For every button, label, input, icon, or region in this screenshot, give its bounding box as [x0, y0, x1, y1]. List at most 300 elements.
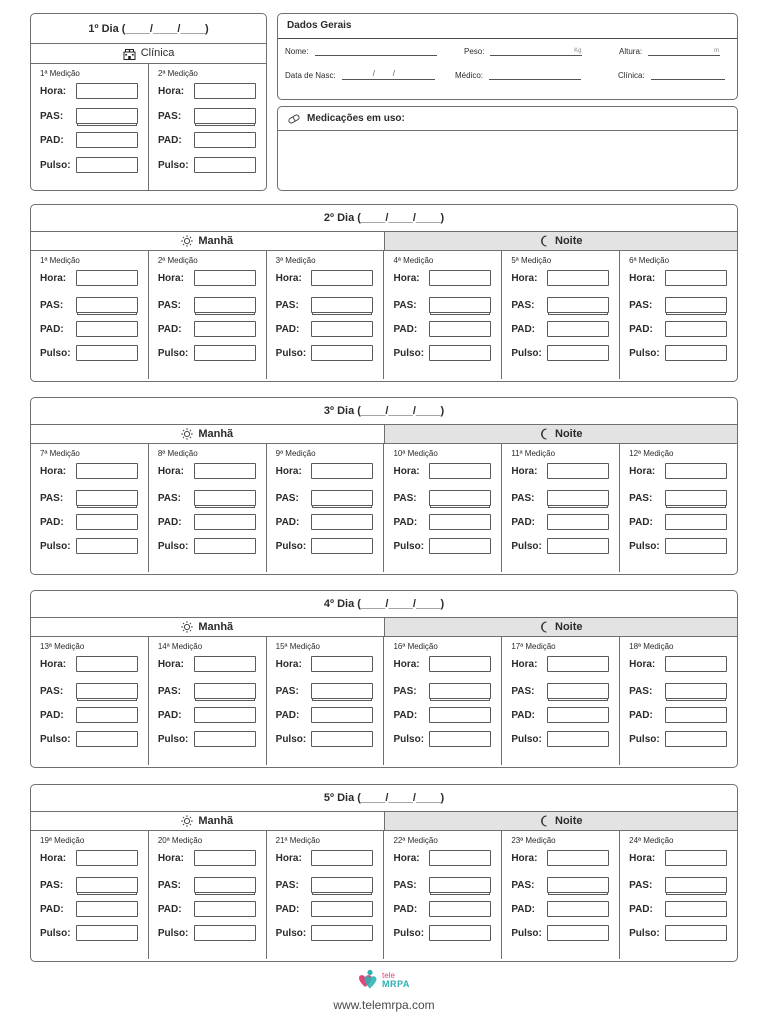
pas-label: PAS:	[40, 299, 64, 311]
pad-input[interactable]	[311, 321, 373, 337]
pulso-row	[40, 157, 138, 173]
pas-row	[40, 297, 138, 313]
pad-input[interactable]	[194, 901, 256, 917]
data-nasc-input[interactable]	[342, 70, 435, 80]
measurement-column	[31, 444, 148, 572]
pad-row	[276, 901, 374, 917]
hora-label: Hora:	[511, 658, 538, 670]
pulso-input[interactable]	[76, 345, 138, 361]
pad-row	[393, 321, 491, 337]
pad-label: PAD:	[40, 323, 64, 335]
pas-input[interactable]	[194, 108, 256, 124]
pad-input[interactable]	[76, 514, 138, 530]
measurement-column	[501, 831, 619, 959]
hora-input[interactable]	[194, 850, 256, 866]
pas-input[interactable]	[429, 877, 491, 893]
pad-input[interactable]	[194, 321, 256, 337]
pulso-input[interactable]	[547, 538, 609, 554]
pulso-row	[511, 538, 609, 554]
pas-input[interactable]	[547, 683, 609, 699]
hora-row	[158, 270, 256, 286]
measurement-title: 18ª Medição	[629, 642, 674, 651]
pas-row	[393, 877, 491, 893]
hora-label: Hora:	[157, 465, 184, 477]
pad-input[interactable]	[547, 707, 609, 723]
day-title: 2º Dia (____/____/____)	[31, 205, 737, 232]
night-header	[384, 812, 738, 830]
measurement-title: 7ª Medição	[40, 449, 80, 458]
hora-input[interactable]	[194, 83, 256, 99]
measurement-column	[148, 637, 266, 765]
pas-input[interactable]	[547, 490, 609, 506]
pulso-input[interactable]	[665, 345, 727, 361]
moon-icon	[539, 815, 550, 827]
pas-input[interactable]	[311, 877, 373, 893]
pas-input[interactable]	[76, 108, 138, 124]
measurement-column	[148, 831, 266, 959]
pulso-row	[393, 925, 491, 941]
pad-row	[158, 132, 256, 148]
pas-input[interactable]	[429, 297, 491, 313]
pulso-label: Pulso:	[511, 927, 542, 939]
day1-clinic-header	[31, 44, 266, 64]
pas-input[interactable]	[76, 490, 138, 506]
pad-label: PAD:	[40, 709, 64, 721]
pulso-input[interactable]	[76, 157, 138, 173]
pulso-label: Pulso:	[40, 540, 71, 552]
measurement-column	[148, 64, 266, 191]
pas-row	[276, 490, 374, 506]
pad-input[interactable]	[429, 321, 491, 337]
hora-label: Hora:	[393, 272, 420, 284]
hora-row	[158, 463, 256, 479]
hora-input[interactable]	[194, 270, 256, 286]
pulso-input[interactable]	[194, 538, 256, 554]
pulso-row	[511, 925, 609, 941]
hora-row	[393, 850, 491, 866]
pulso-input[interactable]	[547, 731, 609, 747]
pad-row	[393, 901, 491, 917]
pulso-input[interactable]	[76, 538, 138, 554]
night-header	[384, 425, 738, 443]
hora-input[interactable]	[311, 463, 373, 479]
hora-input[interactable]	[76, 850, 138, 866]
hora-input[interactable]	[311, 656, 373, 672]
hora-row	[393, 463, 491, 479]
night-label: Noite	[555, 428, 583, 440]
pulso-label: Pulso:	[157, 347, 189, 359]
pulso-label: Pulso:	[393, 540, 425, 552]
pas-input[interactable]	[311, 683, 373, 699]
measurement-column	[501, 444, 619, 572]
pas-row	[40, 683, 138, 699]
hora-label: Hora:	[629, 852, 656, 864]
pas-input[interactable]	[194, 877, 256, 893]
pas-row	[40, 490, 138, 506]
pad-input[interactable]	[429, 901, 491, 917]
clinic-icon	[123, 48, 136, 60]
pulso-label: Pulso:	[40, 927, 71, 939]
pad-row	[276, 321, 374, 337]
pas-input[interactable]	[665, 683, 727, 699]
hora-input[interactable]	[547, 463, 609, 479]
period-header	[31, 618, 737, 637]
pulso-input[interactable]	[429, 345, 491, 361]
pas-row	[393, 683, 491, 699]
pas-row	[40, 108, 138, 124]
night-header	[384, 232, 738, 250]
measurement-column	[383, 251, 501, 379]
measurement-column	[148, 444, 266, 572]
hora-row	[40, 463, 138, 479]
period-header	[31, 232, 737, 251]
pulso-row	[158, 345, 256, 361]
hora-input[interactable]	[665, 656, 727, 672]
pad-input[interactable]	[547, 901, 609, 917]
pas-input[interactable]	[76, 297, 138, 313]
altura-unit: m	[714, 48, 720, 54]
pulso-input[interactable]	[547, 345, 609, 361]
hora-row	[511, 463, 609, 479]
morning-label: Manhã	[198, 621, 234, 633]
pas-label: PAS:	[393, 299, 417, 311]
pas-row	[511, 490, 609, 506]
altura-label: Altura:	[619, 47, 643, 56]
pulso-input[interactable]	[311, 345, 373, 361]
measurement-column	[383, 831, 501, 959]
pulso-input[interactable]	[665, 731, 727, 747]
pas-input[interactable]	[429, 683, 491, 699]
pas-label: PAS:	[157, 685, 181, 697]
hora-row	[393, 656, 491, 672]
pad-input[interactable]	[76, 901, 138, 917]
hora-label: Hora:	[40, 658, 67, 670]
pas-label: PAS:	[393, 879, 417, 891]
hora-label: Hora:	[275, 272, 302, 284]
pad-input[interactable]	[311, 514, 373, 530]
hora-input[interactable]	[429, 656, 491, 672]
hora-label: Hora:	[275, 852, 302, 864]
hora-row	[629, 850, 727, 866]
pas-input[interactable]	[76, 877, 138, 893]
pas-label: PAS:	[275, 299, 299, 311]
pad-row	[276, 707, 374, 723]
hora-input[interactable]	[429, 850, 491, 866]
pas-label: PAS:	[393, 492, 417, 504]
pad-input[interactable]	[76, 321, 138, 337]
measurement-column	[501, 251, 619, 379]
peso-input[interactable]	[490, 46, 582, 56]
pulso-input[interactable]	[547, 925, 609, 941]
clinica-input[interactable]	[651, 70, 725, 80]
pulso-input[interactable]	[76, 731, 138, 747]
hora-input[interactable]	[311, 270, 373, 286]
pulso-label: Pulso:	[40, 347, 71, 359]
pad-label: PAD:	[629, 709, 653, 721]
pas-input[interactable]	[429, 490, 491, 506]
pulso-input[interactable]	[194, 731, 256, 747]
hora-label: Hora:	[511, 465, 538, 477]
pulso-row	[393, 731, 491, 747]
website-link[interactable]: www.telemrpa.com	[333, 998, 435, 1012]
hora-input[interactable]	[76, 83, 138, 99]
pulso-input[interactable]	[429, 925, 491, 941]
morning-header	[31, 618, 384, 636]
pad-input[interactable]	[194, 707, 256, 723]
pad-input[interactable]	[311, 901, 373, 917]
measurement-title: 10ª Medição	[393, 449, 438, 458]
pad-row	[276, 514, 374, 530]
pad-input[interactable]	[665, 707, 727, 723]
measurement-column	[619, 251, 737, 379]
measurement-title: 9ª Medição	[275, 449, 316, 458]
pad-row	[40, 707, 138, 723]
pas-input[interactable]	[311, 490, 373, 506]
hora-input[interactable]	[547, 850, 609, 866]
pas-row	[158, 683, 256, 699]
pas-input[interactable]	[311, 297, 373, 313]
pulso-row	[629, 345, 727, 361]
night-label: Noite	[555, 235, 583, 247]
hora-label: Hora:	[275, 658, 302, 670]
telemrpa-logo	[357, 969, 410, 991]
hora-input[interactable]	[76, 656, 138, 672]
pas-label: PAS:	[629, 299, 653, 311]
pad-label: PAD:	[275, 516, 300, 528]
pulso-row	[629, 925, 727, 941]
pulso-label: Pulso:	[275, 733, 307, 745]
pad-input[interactable]	[194, 132, 256, 148]
pas-input[interactable]	[665, 297, 727, 313]
pas-input[interactable]	[665, 877, 727, 893]
pad-row	[511, 514, 609, 530]
measurement-title: 13ª Medição	[40, 642, 85, 651]
period-header	[31, 425, 737, 444]
hora-input[interactable]	[76, 270, 138, 286]
pad-row	[40, 901, 138, 917]
pulso-input[interactable]	[194, 157, 256, 173]
nome-input[interactable]	[315, 46, 437, 56]
pad-label: PAD:	[393, 516, 418, 528]
pulso-input[interactable]	[429, 731, 491, 747]
pas-label: PAS:	[629, 492, 653, 504]
pas-label: PAS:	[275, 879, 299, 891]
pulso-label: Pulso:	[40, 733, 71, 745]
pulso-input[interactable]	[76, 925, 138, 941]
pas-label: PAS:	[275, 492, 299, 504]
pas-input[interactable]	[547, 877, 609, 893]
general-data-section	[277, 13, 738, 100]
pas-label: PAS:	[158, 110, 182, 122]
date-separator: /	[372, 69, 375, 78]
pad-label: PAD:	[275, 323, 300, 335]
pas-input[interactable]	[547, 297, 609, 313]
hora-label: Hora:	[40, 852, 67, 864]
measurement-title: 2ª Medição	[157, 256, 198, 265]
hora-input[interactable]	[665, 270, 727, 286]
hora-label: Hora:	[393, 465, 420, 477]
hora-input[interactable]	[194, 463, 256, 479]
pulso-input[interactable]	[665, 925, 727, 941]
hora-row	[511, 656, 609, 672]
measurement-title: 5ª Medição	[511, 256, 552, 265]
pad-input[interactable]	[194, 514, 256, 530]
measurement-title: 22ª Medição	[393, 836, 438, 845]
hora-row	[629, 656, 727, 672]
measurement-column	[383, 444, 501, 572]
pad-input[interactable]	[429, 707, 491, 723]
hora-row	[158, 656, 256, 672]
measurement-title: 1ª Medição	[40, 256, 80, 265]
pas-row	[629, 490, 727, 506]
measurement-column	[501, 637, 619, 765]
morning-label: Manhã	[198, 235, 234, 247]
measurement-title: 24ª Medição	[629, 836, 674, 845]
pulso-row	[393, 538, 491, 554]
hora-input[interactable]	[194, 656, 256, 672]
pulso-label: Pulso:	[511, 540, 542, 552]
data-nasc-field	[285, 70, 435, 80]
measurement-column	[31, 64, 148, 191]
hora-row	[158, 850, 256, 866]
hora-row	[40, 83, 138, 99]
pad-input[interactable]	[665, 321, 727, 337]
logo-mrpa-text: MRPA	[382, 979, 410, 989]
hora-row	[511, 850, 609, 866]
pas-label: PAS:	[157, 492, 181, 504]
hora-input[interactable]	[547, 656, 609, 672]
pulso-input[interactable]	[194, 925, 256, 941]
pad-input[interactable]	[665, 901, 727, 917]
pulso-row	[158, 538, 256, 554]
hora-input[interactable]	[429, 463, 491, 479]
pad-label: PAD:	[157, 516, 182, 528]
pad-label: PAD:	[157, 903, 182, 915]
day-title: 5º Dia (____/____/____)	[31, 785, 737, 812]
pas-row	[158, 490, 256, 506]
pad-row	[629, 901, 727, 917]
measurement-column	[619, 444, 737, 572]
morning-header	[31, 232, 384, 250]
pulso-row	[511, 731, 609, 747]
peso-unit: Kg	[574, 48, 582, 54]
pulso-input[interactable]	[429, 538, 491, 554]
medications-input[interactable]	[278, 131, 737, 190]
pas-input[interactable]	[76, 683, 138, 699]
pulso-row	[40, 731, 138, 747]
medications-header	[278, 107, 737, 131]
pas-row	[158, 108, 256, 124]
hora-input[interactable]	[547, 270, 609, 286]
pulso-input[interactable]	[665, 538, 727, 554]
pas-label: PAS:	[511, 492, 535, 504]
measurement-column	[266, 831, 384, 959]
morning-header	[31, 812, 384, 830]
pad-row	[511, 901, 609, 917]
pulso-label: Pulso:	[275, 347, 307, 359]
measurement-title: 8ª Medição	[157, 449, 198, 458]
pad-label: PAD:	[393, 323, 418, 335]
morning-label: Manhã	[198, 815, 234, 827]
hora-label: Hora:	[157, 658, 184, 670]
pas-label: PAS:	[511, 685, 535, 697]
pulso-label: Pulso:	[511, 347, 542, 359]
pas-row	[40, 877, 138, 893]
pas-row	[158, 877, 256, 893]
pad-row	[40, 514, 138, 530]
measurement-title: 15ª Medição	[275, 642, 320, 651]
pulso-input[interactable]	[311, 925, 373, 941]
nome-label: Nome:	[285, 47, 309, 56]
altura-input[interactable]	[648, 46, 720, 56]
pad-input[interactable]	[429, 514, 491, 530]
pas-input[interactable]	[194, 297, 256, 313]
hora-label: Hora:	[511, 852, 538, 864]
pad-label: PAD:	[40, 134, 64, 146]
hora-input[interactable]	[429, 270, 491, 286]
date-separator: /	[392, 69, 395, 78]
pad-row	[511, 321, 609, 337]
hora-label: Hora:	[40, 465, 67, 477]
pas-label: PAS:	[40, 685, 64, 697]
day1-section	[30, 13, 267, 191]
hora-input[interactable]	[76, 463, 138, 479]
hora-input[interactable]	[665, 463, 727, 479]
pulso-row	[511, 345, 609, 361]
pad-input[interactable]	[76, 707, 138, 723]
pad-row	[40, 321, 138, 337]
medico-input[interactable]	[489, 70, 581, 80]
pas-input[interactable]	[194, 683, 256, 699]
measurement-column	[619, 831, 737, 959]
pulso-label: Pulso:	[40, 159, 71, 171]
pad-input[interactable]	[547, 514, 609, 530]
pad-input[interactable]	[311, 707, 373, 723]
peso-label: Peso:	[464, 47, 485, 56]
pulso-row	[40, 345, 138, 361]
hora-label: Hora:	[629, 658, 656, 670]
measurement-title: 21ª Medição	[275, 836, 320, 845]
pas-label: PAS:	[40, 110, 64, 122]
pulso-label: Pulso:	[157, 927, 189, 939]
pad-label: PAD:	[393, 903, 418, 915]
pulso-label: Pulso:	[629, 347, 660, 359]
pad-input[interactable]	[665, 514, 727, 530]
pulso-label: Pulso:	[393, 927, 425, 939]
pulso-row	[276, 925, 374, 941]
hora-input[interactable]	[311, 850, 373, 866]
pas-row	[276, 297, 374, 313]
pas-label: PAS:	[393, 685, 417, 697]
pas-input[interactable]	[665, 490, 727, 506]
pas-input[interactable]	[194, 490, 256, 506]
pulso-input[interactable]	[311, 731, 373, 747]
medico-label: Médico:	[455, 71, 484, 80]
pulso-row	[40, 538, 138, 554]
hora-input[interactable]	[665, 850, 727, 866]
day-title: 4º Dia (____/____/____)	[31, 591, 737, 618]
pulso-label: Pulso:	[157, 733, 189, 745]
measurement-column	[31, 637, 148, 765]
hora-label: Hora:	[157, 852, 184, 864]
pulso-input[interactable]	[194, 345, 256, 361]
pulso-input[interactable]	[311, 538, 373, 554]
night-label: Noite	[555, 815, 583, 827]
measurement-column	[31, 251, 148, 379]
pad-input[interactable]	[547, 321, 609, 337]
pad-input[interactable]	[76, 132, 138, 148]
pulso-row	[276, 538, 374, 554]
